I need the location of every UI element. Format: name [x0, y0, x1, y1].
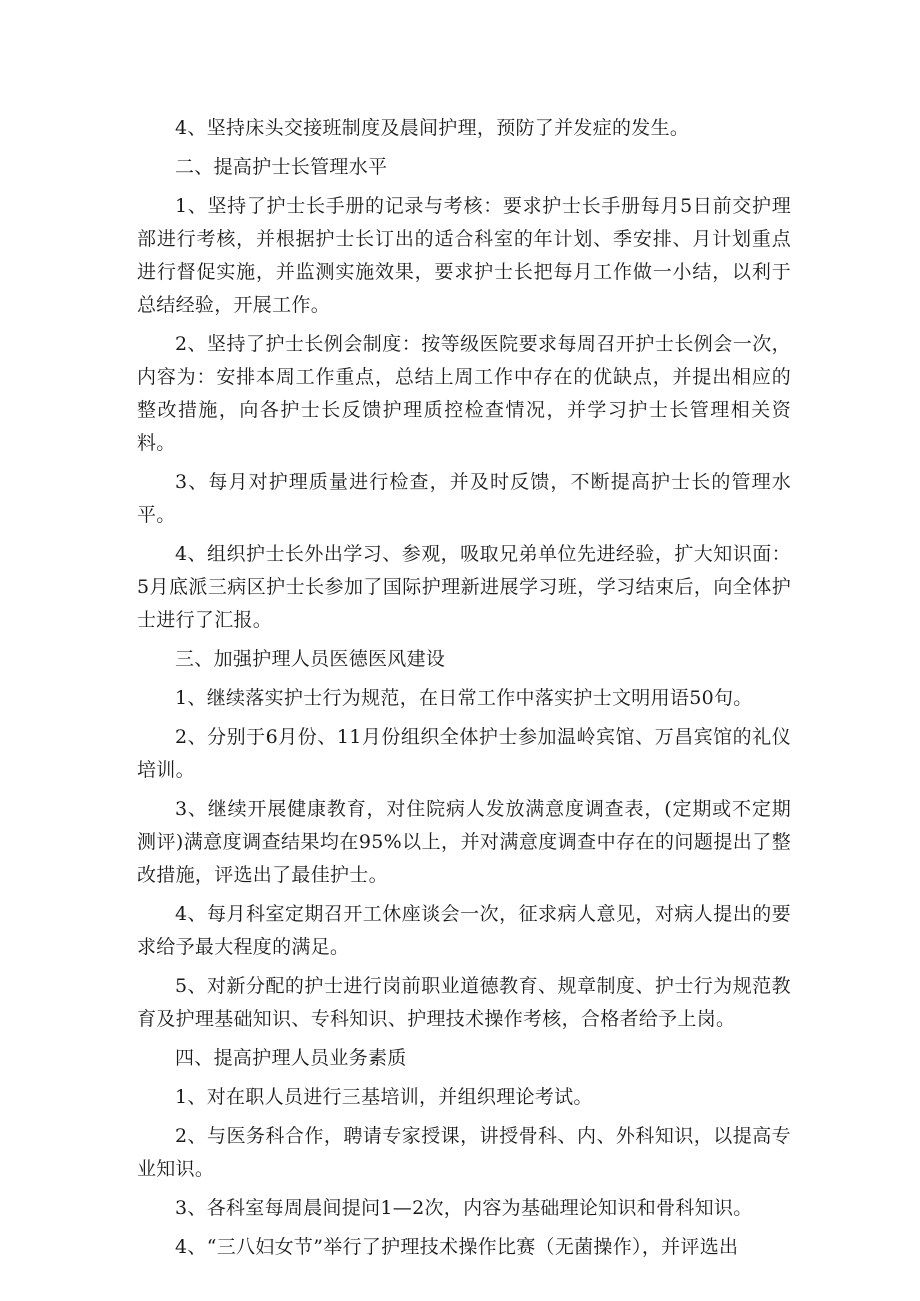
paragraph-item-4-external-study: 4、组织护士长外出学习、参观，吸取兄弟单位先进经验，扩大知识面：5月底派三病区护士长参加了国际护理新进展学习班，学习结束后，向全体护士进行了汇报。 [137, 543, 791, 631]
paragraph-item-3-morning-questions: 3、各科室每周晨间提问1—2次，内容为基础理论知识和骨科知识。 [175, 1197, 753, 1219]
document-body [137, 112, 791, 1270]
paragraph-item-4-patient-forum: 4、每月科室定期召开工休座谈会一次，征求病人意见，对病人提出的要求给予最大程度的满足。 [137, 903, 791, 958]
paragraph-item-1-conduct-norms: 1、继续落实护士行为规范，在日常工作中落实护士文明用语50句。 [175, 687, 753, 709]
paragraph-item-5-new-nurse-training: 5、对新分配的护士进行岗前职业道德教育、规章制度、护士行为规范教育及护理基础知识、专科知识、护理技术操作考核，合格者给予上岗。 [137, 975, 791, 1030]
section-heading-4: 四、提高护理人员业务素质 [175, 1047, 407, 1069]
paragraph-item-3-quality-check: 3、每月对护理质量进行检查，并及时反馈，不断提高护士长的管理水平。 [137, 471, 791, 526]
paragraph-item-1-three-basics: 1、对在职人员进行三基培训，并组织理论考试。 [175, 1086, 593, 1108]
paragraph-item-4-bedside-handover: 4、坚持床头交接班制度及晨间护理，预防了并发症的发生。 [175, 117, 690, 139]
paragraph-item-1-head-nurse-manual: 1、坚持了护士长手册的记录与考核：要求护士长手册每月5日前交护理部进行考核，并根据护士长订出的适合科室的年计划、季安排、月计划重点进行督促实施，并监测实施效果，要求护士长把每月工作做一小结，以利于总结经验，开展工作。 [137, 195, 791, 316]
section-heading-3: 三、加强护理人员医德医风建设 [175, 648, 446, 670]
paragraph-item-2-etiquette-training: 2、分别于6月份、11月份组织全体护士参加温岭宾馆、万昌宾馆的礼仪培训。 [137, 726, 791, 781]
paragraph-item-2-expert-lectures: 2、与医务科合作，聘请专家授课，讲授骨科、内、外科知识，以提高专业知识。 [137, 1125, 791, 1180]
paragraph-item-4-skills-competition: 4、“三八妇女节”举行了护理技术操作比赛（无菌操作），并评选出 [175, 1236, 739, 1258]
section-heading-2: 二、提高护士长管理水平 [175, 156, 388, 178]
paragraph-item-2-head-nurse-meeting: 2、坚持了护士长例会制度：按等级医院要求每周召开护士长例会一次，内容为：安排本周工作重点，总结上周工作中存在的优缺点，并提出相应的整改措施，向各护士长反馈护理质控检查情况，并学习护士长管理相关资料。 [137, 333, 791, 454]
paragraph-item-3-health-education: 3、继续开展健康教育，对住院病人发放满意度调查表，(定期或不定期测评)满意度调查结果均在95%以上，并对满意度调查中存在的问题提出了整改措施，评选出了最佳护士。 [137, 798, 791, 886]
